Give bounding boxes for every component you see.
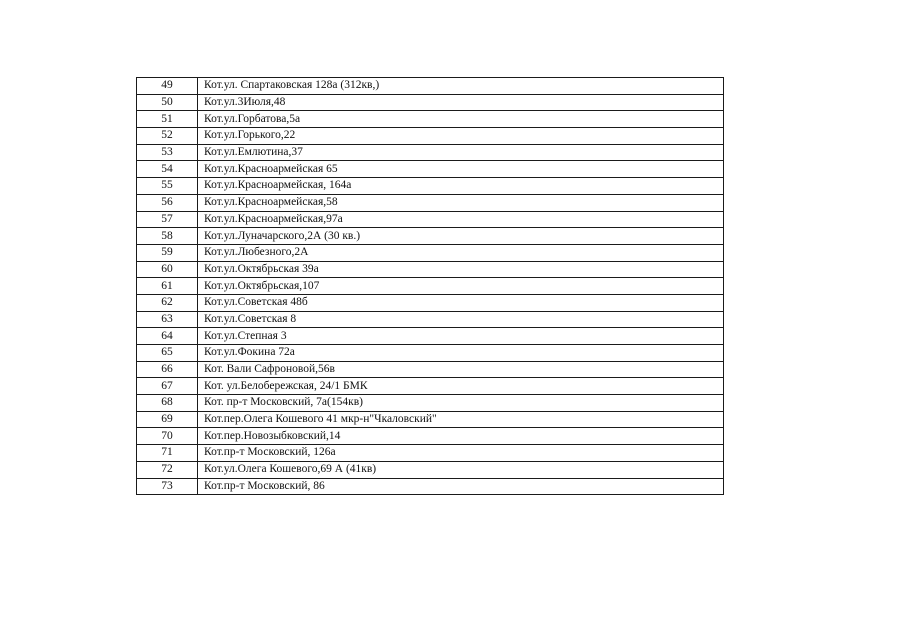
row-number: 64	[137, 328, 198, 345]
table-body	[137, 78, 724, 495]
row-number: 57	[137, 211, 198, 228]
boiler-address: Кот.ул.Фокина 72а	[198, 345, 724, 362]
table-row	[137, 94, 724, 111]
table-row	[137, 228, 724, 245]
row-number: 61	[137, 278, 198, 295]
table-row	[137, 378, 724, 395]
row-number: 69	[137, 411, 198, 428]
row-number: 73	[137, 478, 198, 495]
table-row	[137, 361, 724, 378]
boiler-address: Кот.ул.Горбатова,5а	[198, 111, 724, 128]
boiler-address: Кот.ул.Октябрьская 39а	[198, 261, 724, 278]
boiler-address: Кот.пер.Новозыбковский,14	[198, 428, 724, 445]
boiler-address: Кот.ул.Советская 8	[198, 311, 724, 328]
table-row	[137, 478, 724, 495]
row-number: 51	[137, 111, 198, 128]
table-row	[137, 244, 724, 261]
boiler-address: Кот.ул.Красноармейская,97а	[198, 211, 724, 228]
row-number: 59	[137, 244, 198, 261]
boiler-address: Кот.ул.3Июля,48	[198, 94, 724, 111]
boiler-address: Кот.ул.Красноармейская 65	[198, 161, 724, 178]
row-number: 67	[137, 378, 198, 395]
boiler-address: Кот. ул.Белобережская, 24/1 БМК	[198, 378, 724, 395]
row-number: 50	[137, 94, 198, 111]
row-number: 72	[137, 461, 198, 478]
boiler-address: Кот.ул.Любезного,2А	[198, 244, 724, 261]
boiler-address: Кот.ул.Луначарского,2А (30 кв.)	[198, 228, 724, 245]
row-number: 60	[137, 261, 198, 278]
boiler-address: Кот.ул.Емлютина,37	[198, 144, 724, 161]
table-row	[137, 144, 724, 161]
boiler-address: Кот. Вали Сафроновой,56в	[198, 361, 724, 378]
table-row	[137, 411, 724, 428]
row-number: 62	[137, 294, 198, 311]
table-row	[137, 161, 724, 178]
row-number: 49	[137, 78, 198, 95]
table-row	[137, 311, 724, 328]
row-number: 66	[137, 361, 198, 378]
table-row	[137, 428, 724, 445]
table-row	[137, 128, 724, 145]
row-number: 65	[137, 345, 198, 362]
boiler-list-table	[136, 77, 724, 495]
row-number: 68	[137, 395, 198, 412]
table-row	[137, 445, 724, 462]
table-row	[137, 111, 724, 128]
row-number: 55	[137, 178, 198, 195]
row-number: 56	[137, 194, 198, 211]
boiler-address: Кот.пр-т Московский, 126а	[198, 445, 724, 462]
row-number: 70	[137, 428, 198, 445]
row-number: 52	[137, 128, 198, 145]
boiler-address: Кот.пер.Олега Кошевого 41 мкр-н"Чкаловский"	[198, 411, 724, 428]
table-row	[137, 461, 724, 478]
boiler-address: Кот.ул.Олега Кошевого,69 А (41кв)	[198, 461, 724, 478]
boiler-address: Кот.пр-т Московский, 86	[198, 478, 724, 495]
table-row	[137, 194, 724, 211]
table-row	[137, 395, 724, 412]
table-row	[137, 211, 724, 228]
boiler-address: Кот.ул.Горького,22	[198, 128, 724, 145]
row-number: 63	[137, 311, 198, 328]
table-row	[137, 294, 724, 311]
boiler-address: Кот.ул.Советская 48б	[198, 294, 724, 311]
boiler-address: Кот.ул. Спартаковская 128а (312кв,)	[198, 78, 724, 95]
row-number: 53	[137, 144, 198, 161]
table-row	[137, 345, 724, 362]
row-number: 58	[137, 228, 198, 245]
boiler-address: Кот.ул.Октябрьская,107	[198, 278, 724, 295]
table-row	[137, 261, 724, 278]
boiler-address: Кот.ул.Степная 3	[198, 328, 724, 345]
boiler-address: Кот.ул.Красноармейская,58	[198, 194, 724, 211]
boiler-address: Кот.ул.Красноармейская, 164а	[198, 178, 724, 195]
table-row	[137, 178, 724, 195]
table-row	[137, 328, 724, 345]
boiler-address: Кот. пр-т Московский, 7а(154кв)	[198, 395, 724, 412]
table-row	[137, 278, 724, 295]
table-row	[137, 78, 724, 95]
row-number: 54	[137, 161, 198, 178]
row-number: 71	[137, 445, 198, 462]
